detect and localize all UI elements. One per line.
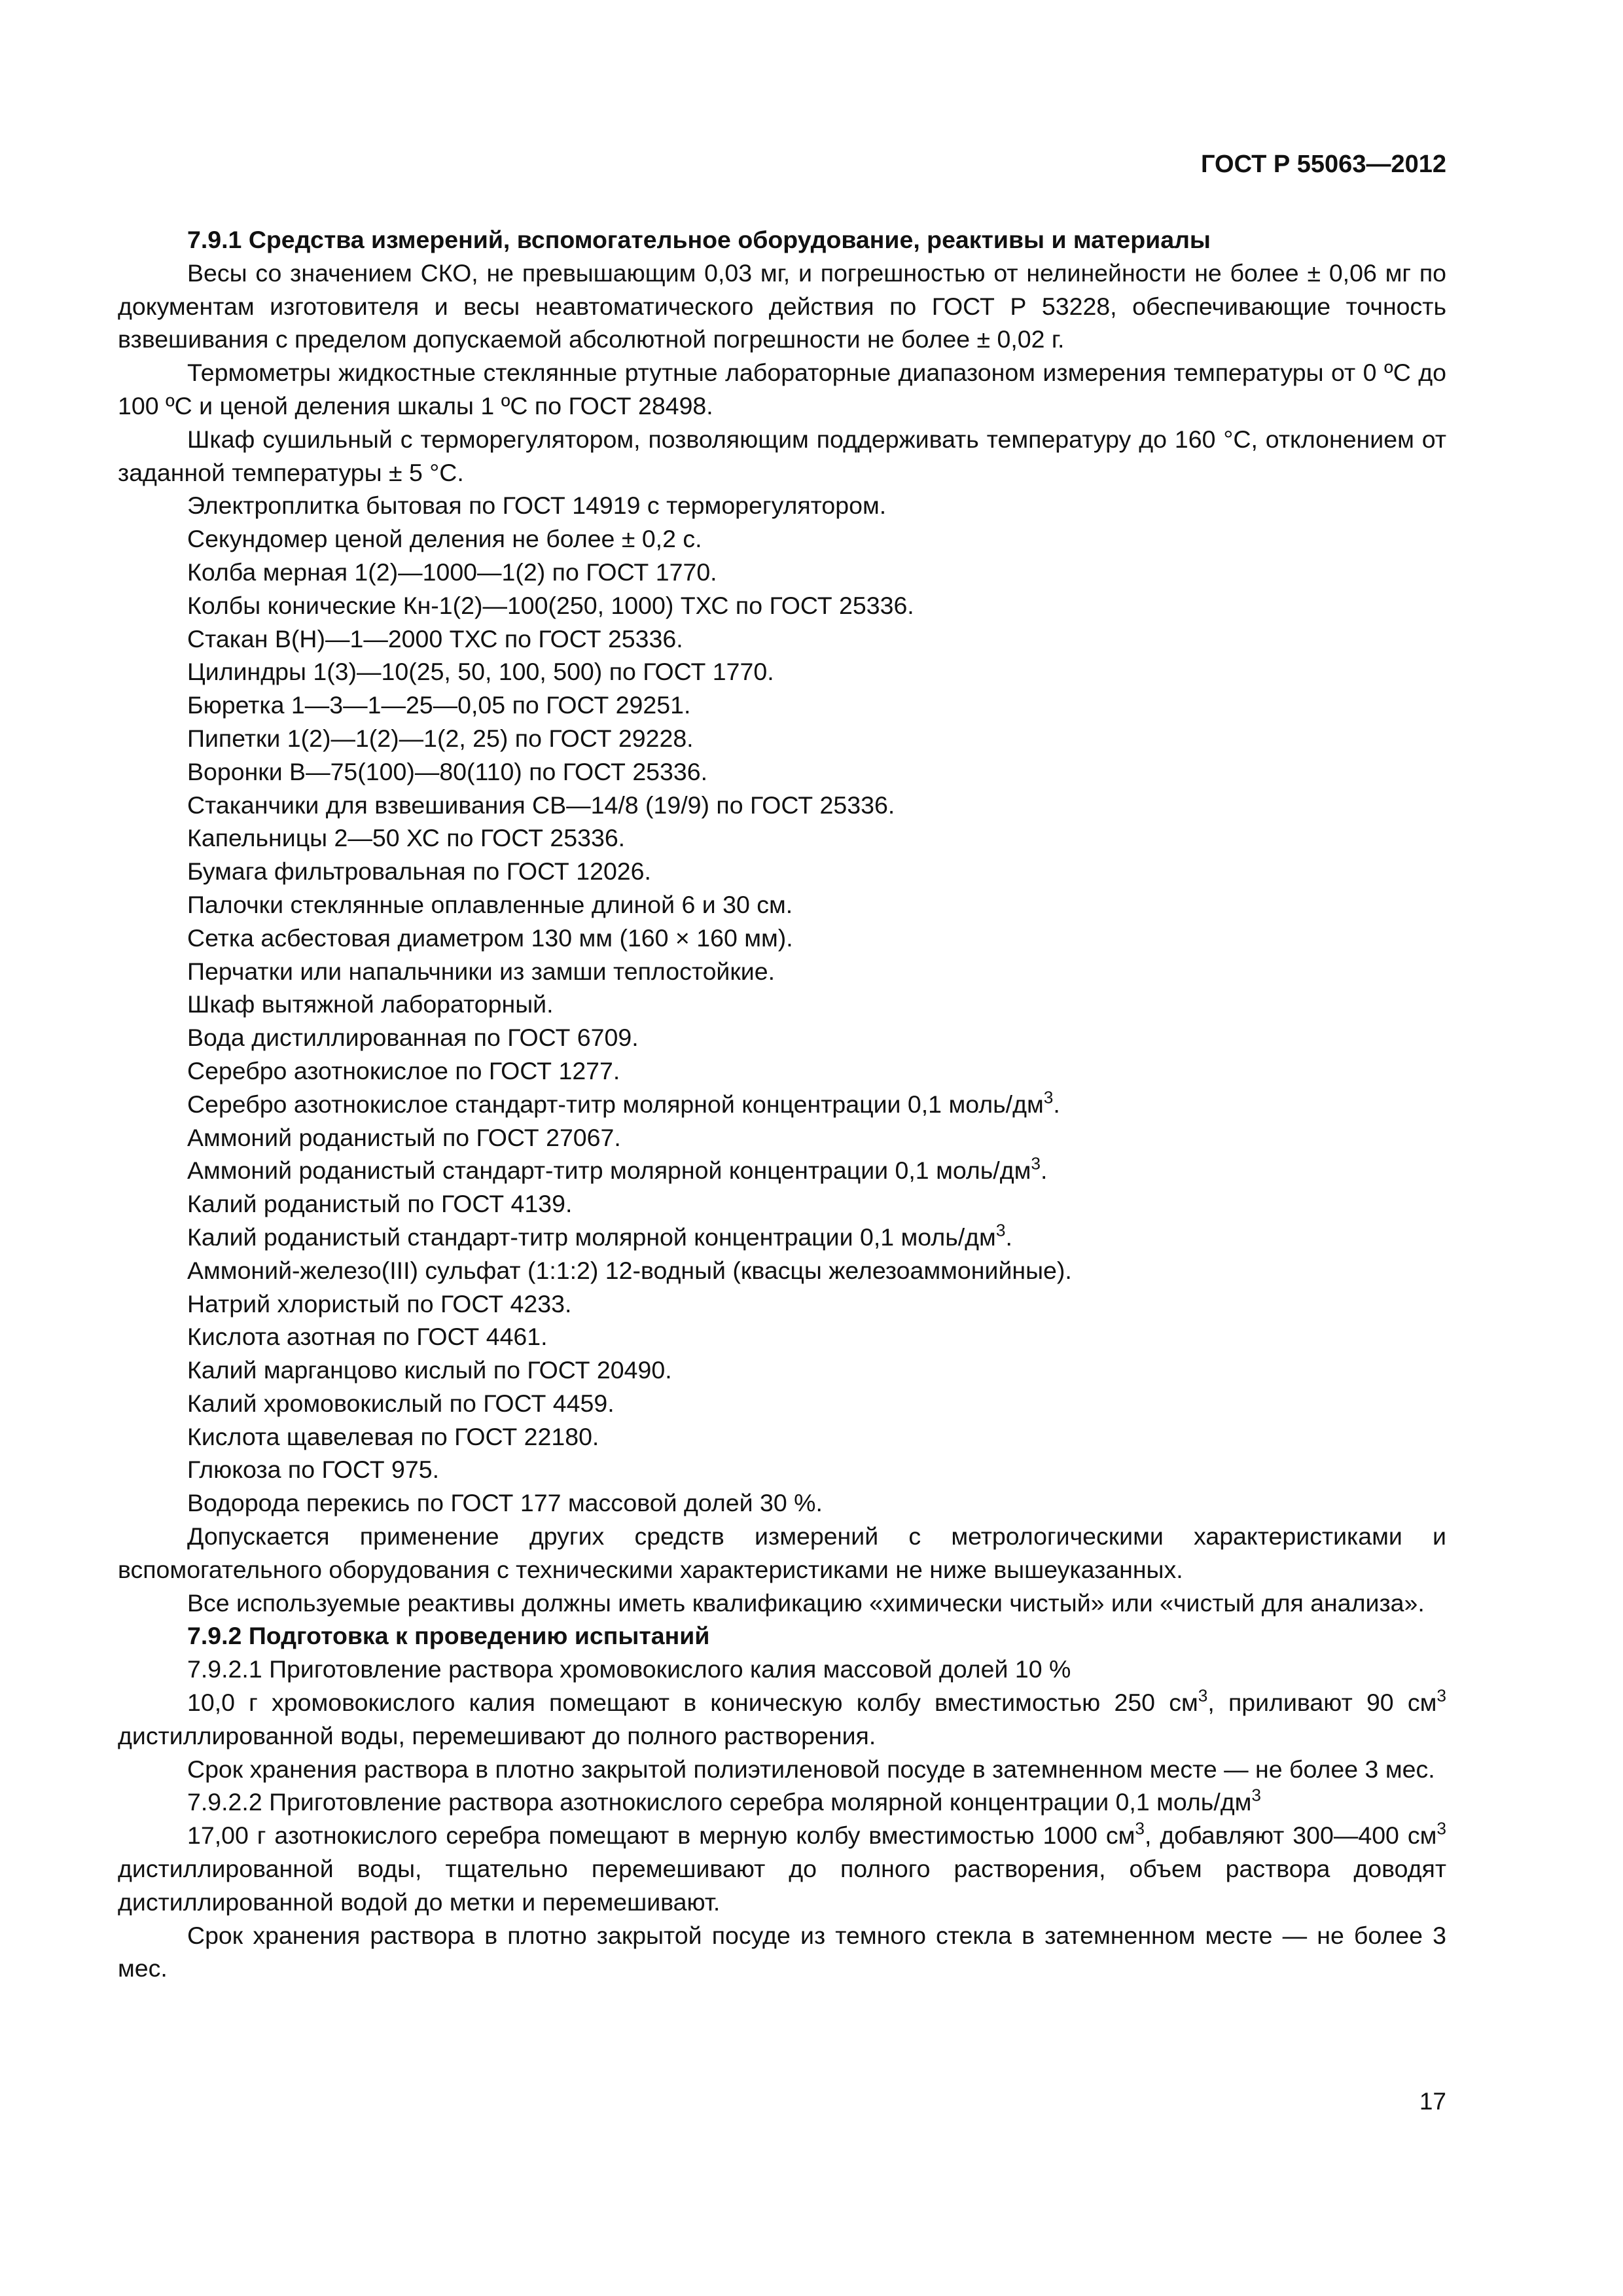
paragraph: 7.9.2.2 Приготовление раствора азотнокислого серебра молярной концентрации 0,1 моль/$дм^3$ (187, 1785, 1262, 1816)
section-heading: 7.9.1 Средства измерений, вспомогательное оборудование, реактивы и материалы (187, 226, 1211, 253)
paragraph: Воронки В—75(100)—80(110) по ГОСТ 25336. (187, 757, 708, 785)
paragraph: Калий марганцово кислый по ГОСТ 20490. (187, 1356, 672, 1384)
paragraph: Колба мерная 1(2)—1000—1(2) по ГОСТ 1770. (187, 558, 717, 586)
paragraph: Аммоний роданистый стандарт-титр молярной концентрации 0,1 моль/$дм^3$. (187, 1153, 1048, 1185)
page-number: 17 (1419, 2088, 1446, 2115)
paragraph: Бумага фильтровальная по ГОСТ 12026. (187, 857, 651, 886)
section-heading: 7.9.2 Подготовка к проведению испытаний (187, 1622, 710, 1650)
document-body (118, 223, 1446, 1985)
paragraph: Пипетки 1(2)—1(2)—1(2, 25) по ГОСТ 29228. (187, 724, 694, 752)
paragraph: Водорода перекись по ГОСТ 177 массовой долей 30 %. (187, 1489, 823, 1517)
paragraph: Глюкоза по ГОСТ 975. (187, 1456, 440, 1484)
paragraph: Калий роданистый стандарт-титр молярной концентрации 0,1 моль/$дм^3$. (187, 1220, 1012, 1251)
paragraph: Весы со значением СКО, не превышающим 0,03 мг, и погрешностью от нелинейности не более ± 0,06 мг по документам изготовителя и весы неавтоматического действия по ГОСТ Р 53228, обеспечивающие точность взвешивания с пределом допускаемой абсолютной погрешности не более ± 0,02 г. (118, 259, 1446, 353)
paragraph: Палочки стеклянные оплавленные длиной 6 и 30 см. (187, 890, 793, 918)
paragraph: Секундомер ценой деления не более ± 0,2 с. (187, 525, 702, 553)
paragraph: Серебро азотнокислое стандарт-титр молярной концентрации 0,1 моль/$дм^3$. (187, 1087, 1060, 1118)
paragraph: Сетка асбестовая диаметром 130 мм (160 × 160 мм). (187, 924, 793, 952)
paragraph: Серебро азотнокислое по ГОСТ 1277. (187, 1056, 620, 1085)
paragraph: Бюретка 1—3—1—25—0,05 по ГОСТ 29251. (187, 691, 691, 719)
paragraph: Допускается применение других средств измерений с метрологическими характеристиками и вспомогательного оборудования с техническими характеристиками не ниже вышеуказанных. (118, 1522, 1446, 1583)
paragraph: Калий роданистый по ГОСТ 4139. (187, 1190, 573, 1218)
paragraph: Термометры жидкостные стеклянные ртутные лабораторные диапазоном измерения температуры от 0 ºС до 100 ºС и ценой деления шкалы 1 ºС по ГОСТ 28498. (118, 359, 1446, 420)
paragraph: Аммоний роданистый по ГОСТ 27067. (187, 1123, 621, 1151)
paragraph: 17,00 г азотнокислого серебра помещают в мерную колбу вместимостью 1000 $см^3$, добавляют 300—400 $см^3$ дистиллированной воды, тщательно перемешивают до полного растворения, объем раствора доводят дистиллированной водой до метки и перемешивают. (118, 1818, 1447, 1916)
paragraph: Все используемые реактивы должны иметь квалификацию «химически чистый» или «чистый для анализа». (187, 1588, 1425, 1617)
paragraph: Колбы конические Кн-1(2)—100(250, 1000) ТХС по ГОСТ 25336. (187, 591, 914, 619)
paragraph: Цилиндры 1(3)—10(25, 50, 100, 500) по ГОСТ 1770. (187, 658, 774, 686)
paragraph: Электроплитка бытовая по ГОСТ 14919 с терморегулятором. (187, 492, 887, 520)
paragraph: Калий хромовокислый по ГОСТ 4459. (187, 1389, 615, 1417)
paragraph: Аммоний-железо(III) сульфат (1:1:2) 12-водный (квасцы железоаммонийные). (187, 1256, 1072, 1284)
paragraph: 10,0 г хромовокислого калия помещают в коническую колбу вместимостью 250 $см^3$, приливают 90 $см^3$ дистиллированной воды, перемешивают до полного растворения. (118, 1685, 1446, 1749)
paragraph: Шкаф вытяжной лабораторный. (187, 990, 554, 1018)
standard-header: ГОСТ Р 55063—2012 (1201, 151, 1446, 178)
paragraph: Стакан В(Н)—1—2000 ТХС по ГОСТ 25336. (187, 624, 683, 653)
paragraph: Кислота азотная по ГОСТ 4461. (187, 1323, 548, 1351)
paragraph: Натрий хлористый по ГОСТ 4233. (187, 1289, 572, 1318)
paragraph: Капельницы 2—50 ХС по ГОСТ 25336. (187, 824, 626, 852)
paragraph: Вода дистиллированная по ГОСТ 6709. (187, 1024, 639, 1052)
paragraph: Шкаф сушильный с терморегулятором, позволяющим поддерживать температуру до 160 °С, отклонением от заданной температуры ± 5 °С. (118, 425, 1446, 486)
paragraph: Стаканчики для взвешивания СВ—14/8 (19/9) по ГОСТ 25336. (187, 791, 895, 819)
paragraph: Кислота щавелевая по ГОСТ 22180. (187, 1422, 599, 1450)
paragraph: Срок хранения раствора в плотно закрытой посуде из темного стекла в затемненном месте — не более 3 мес. (118, 1921, 1446, 1982)
paragraph: Перчатки или напальчники из замши теплостойкие. (187, 957, 776, 985)
paragraph: 7.9.2.1 Приготовление раствора хромовокислого калия массовой долей 10 % (187, 1655, 1071, 1683)
paragraph: Срок хранения раствора в плотно закрытой полиэтиленовой посуде в затемненном месте — не более 3 мес. (187, 1755, 1435, 1783)
